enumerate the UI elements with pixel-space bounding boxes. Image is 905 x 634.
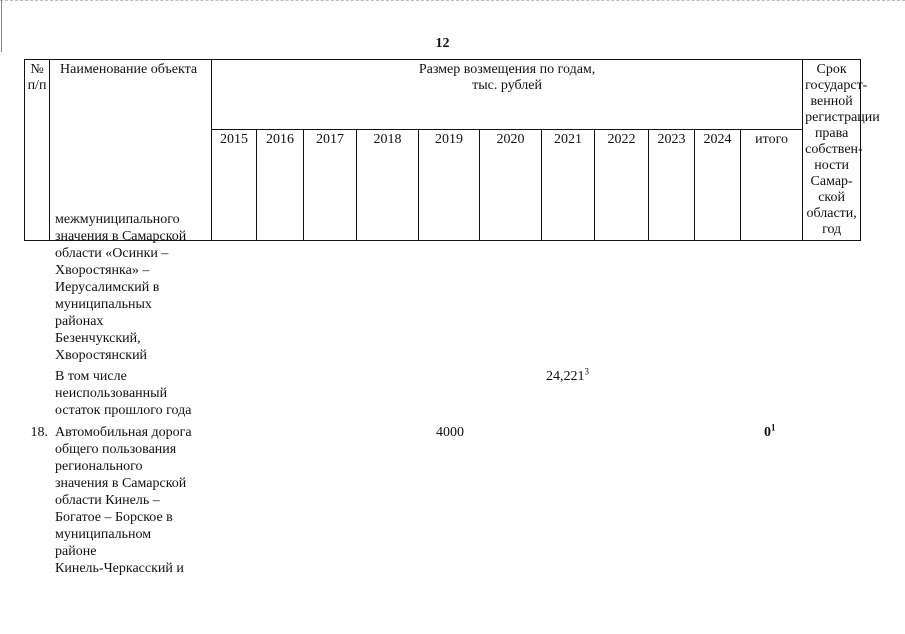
name-line: Хворостянский bbox=[55, 348, 148, 363]
header-name: Наименование объекта bbox=[50, 60, 212, 241]
name-line: остаток прошлого года bbox=[55, 403, 192, 418]
sub-row-2021-value bbox=[546, 368, 606, 385]
name-line: регионального bbox=[55, 459, 143, 474]
header-amount-text: Размер возмещения по годам, тыс. рублей bbox=[418, 62, 596, 93]
header-year: 2024 bbox=[695, 129, 741, 240]
sub-row-name bbox=[55, 368, 215, 419]
header-term: Срок государст-венной регистрации права собствен-ности Самар-ской области, год bbox=[803, 60, 861, 241]
footnote-mark: 1 bbox=[771, 422, 776, 433]
header-year: 2016 bbox=[257, 129, 304, 240]
name-line: межмуниципального bbox=[55, 212, 180, 227]
name-line: муниципальном bbox=[55, 527, 152, 542]
scan-top-border bbox=[0, 0, 905, 3]
value-text: 0 bbox=[764, 425, 771, 440]
cont-object-name bbox=[55, 211, 215, 364]
header-year: 2023 bbox=[649, 129, 695, 240]
header-num: № п/п bbox=[25, 60, 50, 241]
row18-total-value bbox=[764, 424, 794, 441]
name-line: Кинель-Черкасский и bbox=[55, 561, 184, 576]
page-number: 12 bbox=[435, 36, 450, 51]
header-year: 2022 bbox=[595, 129, 649, 240]
header-year: 2019 bbox=[419, 129, 480, 240]
name-line: области «Осинки – bbox=[55, 246, 169, 261]
row18-object-name bbox=[55, 424, 215, 577]
name-line: значения в Самарской bbox=[55, 476, 187, 491]
header-year: 2017 bbox=[304, 129, 357, 240]
name-line: Хворостянка» – bbox=[55, 263, 150, 278]
name-line: Безенчукский, bbox=[55, 331, 141, 346]
header-year: 2021 bbox=[542, 129, 595, 240]
row18-2019-value: 4000 bbox=[436, 425, 464, 440]
name-line: Богатое – Борское в bbox=[55, 510, 173, 525]
header-total: итого bbox=[741, 129, 803, 240]
header-year: 2015 bbox=[212, 129, 257, 240]
name-line: районе bbox=[55, 544, 97, 559]
header-amount bbox=[212, 60, 803, 130]
name-line: районах bbox=[55, 314, 104, 329]
header-year: 2020 bbox=[480, 129, 542, 240]
name-line: общего пользования bbox=[55, 442, 177, 457]
footnote-mark: 3 bbox=[584, 366, 589, 377]
name-line: области Кинель – bbox=[55, 493, 160, 508]
name-line: В том числе bbox=[55, 369, 127, 384]
name-line: значения в Самарской bbox=[55, 229, 187, 244]
header-year: 2018 bbox=[357, 129, 419, 240]
row18-number: 18. bbox=[30, 425, 48, 440]
name-line: неиспользованный bbox=[55, 386, 168, 401]
name-line: Иерусалимский в bbox=[55, 280, 160, 295]
name-line: Автомобильная дорога bbox=[55, 425, 192, 440]
name-line: муниципальных bbox=[55, 297, 152, 312]
value-text: 24,221 bbox=[546, 369, 585, 384]
